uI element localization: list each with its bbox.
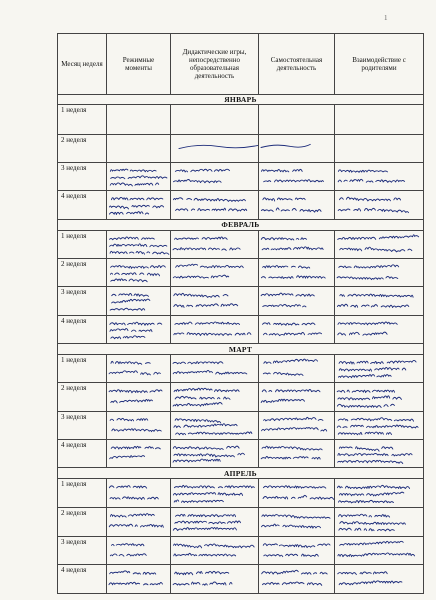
handwriting-scribble xyxy=(335,355,423,382)
handwriting-scribble xyxy=(259,231,334,258)
week-row xyxy=(58,105,424,134)
week-row xyxy=(58,479,424,508)
week-label: 3 неделя xyxy=(58,536,107,564)
handwritten-cell xyxy=(107,230,171,258)
header-parent-interaction: Взаимодействие с родителями xyxy=(335,34,424,95)
handwriting-scribble xyxy=(335,479,423,507)
handwritten-cell xyxy=(335,162,424,190)
handwritten-cell xyxy=(107,286,171,315)
handwritten-cell xyxy=(107,105,171,134)
handwriting-scribble xyxy=(107,383,170,411)
handwritten-cell xyxy=(171,190,259,219)
page-corner-mark: 1 xyxy=(384,14,388,22)
handwritten-cell xyxy=(107,479,171,508)
week-row xyxy=(58,412,424,440)
handwriting-scribble xyxy=(335,537,423,564)
handwritten-cell xyxy=(107,316,171,344)
handwriting-scribble xyxy=(335,412,423,439)
handwriting-scribble xyxy=(171,383,258,411)
handwriting-scribble xyxy=(171,355,258,382)
handwriting-scribble xyxy=(107,440,170,467)
handwriting-scribble xyxy=(171,537,258,564)
handwriting-scribble xyxy=(335,287,423,315)
week-label: 2 неделя xyxy=(58,258,107,286)
handwritten-cell xyxy=(259,440,335,468)
handwritten-cell xyxy=(171,230,259,258)
handwritten-cell xyxy=(335,564,424,593)
week-row xyxy=(58,258,424,286)
week-label: 3 неделя xyxy=(58,412,107,440)
handwriting-scribble xyxy=(171,135,258,162)
handwriting-scribble xyxy=(259,383,334,411)
week-row xyxy=(58,354,424,382)
handwriting-scribble xyxy=(259,508,334,535)
handwritten-cell xyxy=(259,316,335,344)
handwriting-scribble xyxy=(171,259,258,286)
handwritten-cell xyxy=(335,383,424,412)
month-row xyxy=(58,468,424,479)
handwriting-scribble xyxy=(335,316,423,343)
handwritten-cell xyxy=(335,508,424,536)
handwriting-scribble xyxy=(259,163,334,190)
handwritten-cell xyxy=(171,508,259,536)
handwriting-scribble xyxy=(107,287,170,315)
handwritten-cell xyxy=(107,412,171,440)
week-row xyxy=(58,134,424,162)
handwritten-cell xyxy=(259,258,335,286)
handwritten-cell xyxy=(171,134,259,162)
handwritten-cell xyxy=(259,134,335,162)
handwriting-scribble xyxy=(335,191,423,219)
handwriting-scribble xyxy=(259,191,334,219)
handwriting-scribble xyxy=(259,287,334,315)
handwritten-cell xyxy=(259,162,335,190)
handwritten-cell xyxy=(171,383,259,412)
week-row xyxy=(58,316,424,344)
week-row xyxy=(58,440,424,468)
handwriting-scribble xyxy=(107,479,170,507)
handwritten-cell xyxy=(107,134,171,162)
week-row xyxy=(58,286,424,315)
week-label: 2 неделя xyxy=(58,134,107,162)
handwritten-cell xyxy=(107,162,171,190)
handwriting-scribble xyxy=(259,316,334,343)
handwritten-cell xyxy=(335,316,424,344)
handwritten-cell xyxy=(335,105,424,134)
handwritten-cell xyxy=(259,286,335,315)
handwritten-cell xyxy=(171,564,259,593)
handwriting-scribble xyxy=(259,479,334,507)
week-row xyxy=(58,508,424,536)
handwritten-cell xyxy=(335,134,424,162)
handwritten-cell xyxy=(171,286,259,315)
handwritten-cell xyxy=(107,536,171,564)
handwriting-scribble xyxy=(107,316,170,343)
handwriting-scribble xyxy=(171,287,258,315)
handwriting-scribble xyxy=(107,163,170,190)
handwritten-cell xyxy=(335,479,424,508)
table-header-row xyxy=(58,34,424,95)
handwritten-cell xyxy=(171,479,259,508)
week-row xyxy=(58,383,424,412)
handwritten-cell xyxy=(259,230,335,258)
handwritten-cell xyxy=(259,354,335,382)
month-heading: АПРЕЛЬ xyxy=(58,468,424,479)
handwriting-scribble xyxy=(335,383,423,411)
week-label: 2 неделя xyxy=(58,383,107,412)
handwriting-scribble xyxy=(171,163,258,190)
week-label: 1 неделя xyxy=(58,354,107,382)
handwriting-scribble xyxy=(259,412,334,439)
month-row xyxy=(58,94,424,105)
handwritten-cell xyxy=(335,440,424,468)
handwritten-cell xyxy=(171,258,259,286)
handwriting-scribble xyxy=(171,508,258,535)
week-label: 2 неделя xyxy=(58,508,107,536)
handwriting-scribble xyxy=(107,508,170,535)
handwritten-cell xyxy=(259,479,335,508)
handwritten-cell xyxy=(171,162,259,190)
handwritten-cell xyxy=(171,105,259,134)
header-didactic-games: Дидактические игры, непосредственно образовательная деятельность xyxy=(171,34,259,95)
handwritten-cell xyxy=(259,564,335,593)
week-label: 1 неделя xyxy=(58,479,107,508)
handwriting-scribble xyxy=(107,412,170,439)
handwriting-scribble xyxy=(107,565,170,593)
handwriting-scribble xyxy=(171,565,258,593)
header-routine-moments: Режимные моменты xyxy=(107,34,171,95)
handwritten-cell xyxy=(335,536,424,564)
week-label: 4 неделя xyxy=(58,190,107,219)
handwritten-cell xyxy=(171,316,259,344)
handwriting-scribble xyxy=(259,440,334,467)
handwritten-cell xyxy=(107,190,171,219)
handwritten-cell xyxy=(107,258,171,286)
handwriting-scribble xyxy=(259,135,334,162)
handwriting-scribble xyxy=(335,231,423,258)
handwritten-cell xyxy=(171,440,259,468)
handwriting-scribble xyxy=(171,412,258,439)
handwriting-scribble xyxy=(259,565,334,593)
handwritten-cell xyxy=(107,354,171,382)
handwritten-cell xyxy=(107,564,171,593)
handwriting-scribble xyxy=(259,355,334,382)
week-row xyxy=(58,536,424,564)
week-label: 1 неделя xyxy=(58,105,107,134)
handwritten-cell xyxy=(259,412,335,440)
week-label: 1 неделя xyxy=(58,230,107,258)
handwriting-scribble xyxy=(171,231,258,258)
handwritten-cell xyxy=(171,536,259,564)
handwriting-scribble xyxy=(335,508,423,535)
handwritten-cell xyxy=(171,354,259,382)
handwriting-scribble xyxy=(335,259,423,286)
header-independent-activity: Самостоятельная деятельность xyxy=(259,34,335,95)
month-row xyxy=(58,219,424,230)
handwriting-scribble xyxy=(335,163,423,190)
header-month-week: Месяц неделя xyxy=(58,34,107,95)
handwriting-scribble xyxy=(171,191,258,219)
handwriting-scribble xyxy=(171,479,258,507)
handwritten-cell xyxy=(335,190,424,219)
handwritten-cell xyxy=(335,258,424,286)
month-heading: ФЕВРАЛЬ xyxy=(58,219,424,230)
handwritten-cell xyxy=(335,354,424,382)
week-label: 4 неделя xyxy=(58,316,107,344)
week-label: 3 неделя xyxy=(58,286,107,315)
handwriting-scribble xyxy=(335,440,423,467)
handwritten-cell xyxy=(107,508,171,536)
plan-table xyxy=(57,33,424,594)
handwritten-cell xyxy=(107,383,171,412)
handwriting-scribble xyxy=(107,537,170,564)
handwritten-cell xyxy=(259,383,335,412)
handwritten-cell xyxy=(335,412,424,440)
handwriting-scribble xyxy=(107,191,170,219)
handwritten-cell xyxy=(259,536,335,564)
handwritten-cell xyxy=(259,105,335,134)
week-label: 4 неделя xyxy=(58,440,107,468)
week-row xyxy=(58,162,424,190)
month-heading: МАРТ xyxy=(58,344,424,355)
handwriting-scribble xyxy=(259,259,334,286)
week-row xyxy=(58,564,424,593)
handwritten-cell xyxy=(259,508,335,536)
handwriting-scribble xyxy=(171,440,258,467)
handwriting-scribble xyxy=(107,355,170,382)
handwriting-scribble xyxy=(171,316,258,343)
month-row xyxy=(58,344,424,355)
handwritten-cell xyxy=(335,286,424,315)
week-label: 3 неделя xyxy=(58,162,107,190)
week-row xyxy=(58,230,424,258)
handwriting-scribble xyxy=(335,565,423,593)
handwriting-scribble xyxy=(259,537,334,564)
handwritten-cell xyxy=(171,412,259,440)
week-row xyxy=(58,190,424,219)
handwritten-cell xyxy=(259,190,335,219)
week-label: 4 неделя xyxy=(58,564,107,593)
handwritten-cell xyxy=(335,230,424,258)
month-heading: ЯНВАРЬ xyxy=(58,94,424,105)
handwritten-cell xyxy=(107,440,171,468)
handwriting-scribble xyxy=(107,259,170,286)
handwriting-scribble xyxy=(107,231,170,258)
